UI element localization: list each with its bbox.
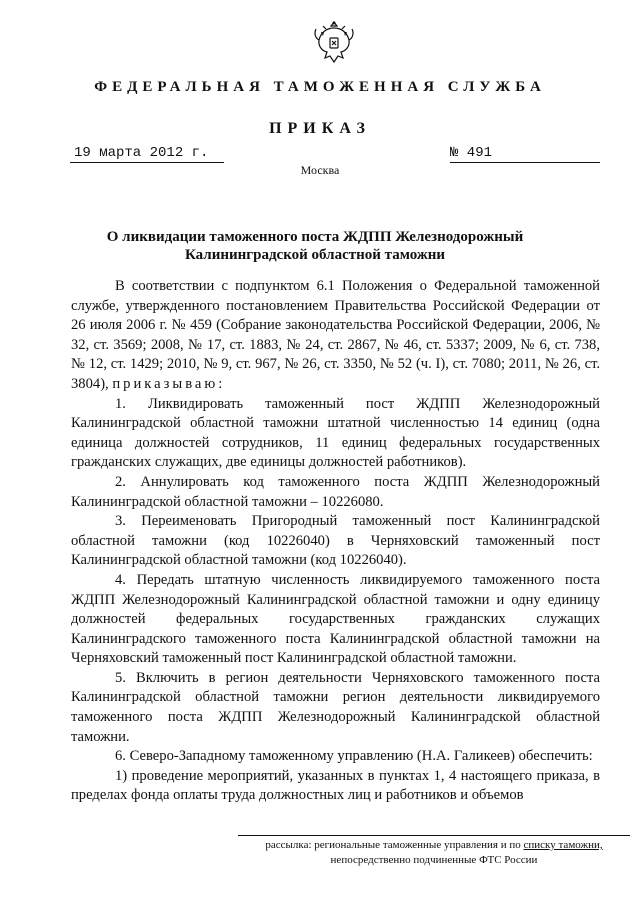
distribution-note <box>238 835 630 868</box>
order-item: 5. Включить в регион деятельности Черняховского таможенного поста Калининградской областной таможни регион деятельности ликвидируемого таможенного поста ЖДПП Железнодорожный Калининградской областной таможни. <box>71 669 600 745</box>
order-item: 3. Переименовать Пригородный таможенный пост Калининградской областной таможни (код 10226040) в Черняховский таможенный пост Калининградской областной таможни (код 10226040). <box>71 513 600 569</box>
order-body <box>71 277 600 806</box>
order-number: № 491 <box>450 145 600 163</box>
distribution-line-2: непосредственно подчиненные ФТС России <box>330 854 538 866</box>
coat-of-arms-icon <box>313 18 355 68</box>
order-subject <box>80 228 550 264</box>
distribution-line-1 <box>238 838 630 853</box>
order-item: 1. Ликвидировать таможенный пост ЖДПП Железнодорожный Калининградской областной таможни штатной численностью 14 единиц (одна единица должностей сотрудников, 11 единиц федеральных государственных гражданских служащих, две единицы должностей работников). <box>71 395 600 471</box>
order-item: 2. Аннулировать код таможенного поста ЖДПП Железнодорожный Калининградской областной таможни – 10226080. <box>71 473 600 510</box>
distribution-list-link[interactable]: списку таможни, <box>523 839 603 851</box>
preamble-paragraph <box>71 277 600 395</box>
order-word: приказываю: <box>112 375 226 392</box>
document-type: ПРИКАЗ <box>269 120 371 137</box>
city: Москва <box>300 163 340 177</box>
order-date: 19 марта 2012 г. <box>70 145 224 163</box>
subject-line-2: Калининградской областной таможни <box>185 247 445 263</box>
order-item: 4. Передать штатную численность ликвидируемого таможенного поста ЖДПП Железнодорожный Калининградской областной таможни и одну единицу должностей федеральных государственных гражданских служащих Калининградского таможенного поста Калининградской областной таможни на Черняховский таможенный пост Калининградской областной таможни. <box>71 571 600 667</box>
preamble-text: В соответствии с подпунктом 6.1 Положения о Федеральной таможенной службе, утвержденного постановлением Правительства Российской Федерации от 26 июля 2006 г. № 459 (Собрание законодательства Российской Федерации, 2006, № 32, ст. 3569; 2008, № 17, ст. 1883, № 24, ст. 2867, № 46, ст. 5337; 2009, № 6, ст. 738, № 12, ст. 1429; 2010, № 9, ст. 967, № 26, ст. 3350, № 52 (ч. I), ст. 7080; 2011, № 26, ст. 3804), <box>71 278 600 392</box>
subject-line-1: О ликвидации таможенного поста ЖДПП Железнодорожный <box>106 229 524 245</box>
order-item: 6. Северо-Западному таможенному управлению (Н.А. Галикеев) обеспечить: <box>115 748 593 765</box>
distribution-prefix: рассылка: региональные таможенные управления и по <box>265 839 524 851</box>
agency-name: ФЕДЕРАЛЬНАЯ ТАМОЖЕННАЯ СЛУЖБА <box>94 79 546 95</box>
order-subitem: 1) проведение мероприятий, указанных в пунктах 1, 4 настоящего приказа, в пределах фонда оплаты труда должностных лиц и работников и объемов <box>71 767 600 804</box>
